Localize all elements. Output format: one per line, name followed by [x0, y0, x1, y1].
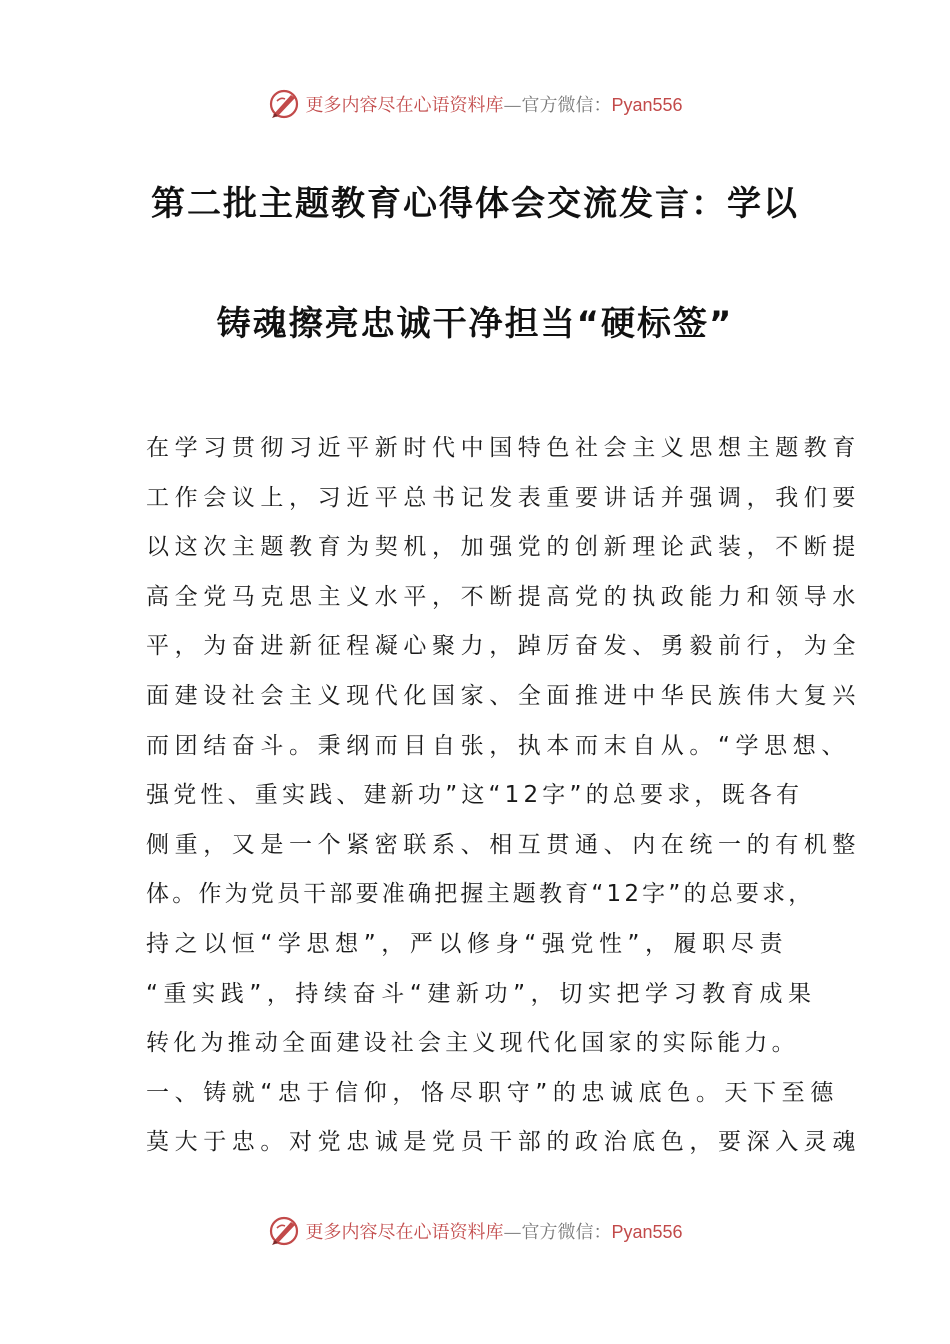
body-line: 高全党马克思主义水平，不断提高党的执政能力和领导水	[146, 583, 861, 610]
pen-logo-icon	[267, 87, 301, 121]
body-line: 在学习贯彻习近平新时代中国特色社会主义思想主题教育	[146, 435, 861, 461]
watermark-dash: —	[503, 95, 522, 116]
body-line: 转化为推动全面建设社会主义现代化国家的实际能力。	[146, 1030, 799, 1057]
body-line: 侧重，又是一个紧密联系、相互贯通、内在统一的有机整	[146, 831, 861, 858]
document-body	[146, 424, 861, 1168]
body-line: 持之以恒“学思想”，严以修身“强党性”，履职尽责	[146, 930, 789, 957]
watermark-wechat-label: 官方微信：	[521, 95, 612, 116]
watermark-text	[305, 91, 682, 117]
watermark-brand: 更多内容尽在心语资料库	[305, 1222, 504, 1243]
watermark-wechat-id: Pyan556	[611, 95, 683, 115]
body-line: 工作会议上，习近平总书记发表重要讲话并强调，我们要	[146, 484, 861, 511]
body-line: 莫大于忠。对党忠诚是党员干部的政治底色，要深入灵魂	[146, 1129, 861, 1156]
body-line: 平，为奋进新征程凝心聚力，踔厉奋发、勇毅前行，为全	[146, 633, 861, 660]
body-line: 以这次主题教育为契机，加强党的创新理论武装，不断提	[146, 534, 861, 561]
watermark-wechat-label: 官方微信：	[521, 1222, 612, 1243]
body-line: 体。作为党员干部要准确把握主题教育“12字”的总要求，	[146, 881, 815, 908]
pen-logo-icon	[267, 1214, 301, 1248]
body-line: 强党性、重实践、建新功”这“12字”的总要求，既各有	[146, 782, 804, 809]
document-title-line-2: 铸魂擦亮忠诚干净担当“硬标签”	[216, 304, 734, 344]
body-line: 而团结奋斗。秉纲而目自张，执本而末自从。“学思想、	[146, 732, 850, 759]
watermark-text	[305, 1218, 682, 1244]
watermark-brand: 更多内容尽在心语资料库	[305, 95, 504, 116]
body-line: “重实践”，持续奋斗“建新功”，切实把学习教育成果	[146, 980, 817, 1007]
document-title-line-1: 第二批主题教育心得体会交流发言：学以	[151, 184, 799, 224]
body-line: 一、铸就“忠于信仰，恪尽职守”的忠诚底色。天下至德	[146, 1079, 839, 1106]
footer-watermark	[0, 1211, 950, 1251]
header-watermark	[0, 84, 950, 124]
body-line: 面建设社会主义现代化国家、全面推进中华民族伟大复兴	[146, 682, 861, 709]
watermark-dash: —	[503, 1222, 522, 1243]
watermark-wechat-id: Pyan556	[611, 1222, 683, 1242]
